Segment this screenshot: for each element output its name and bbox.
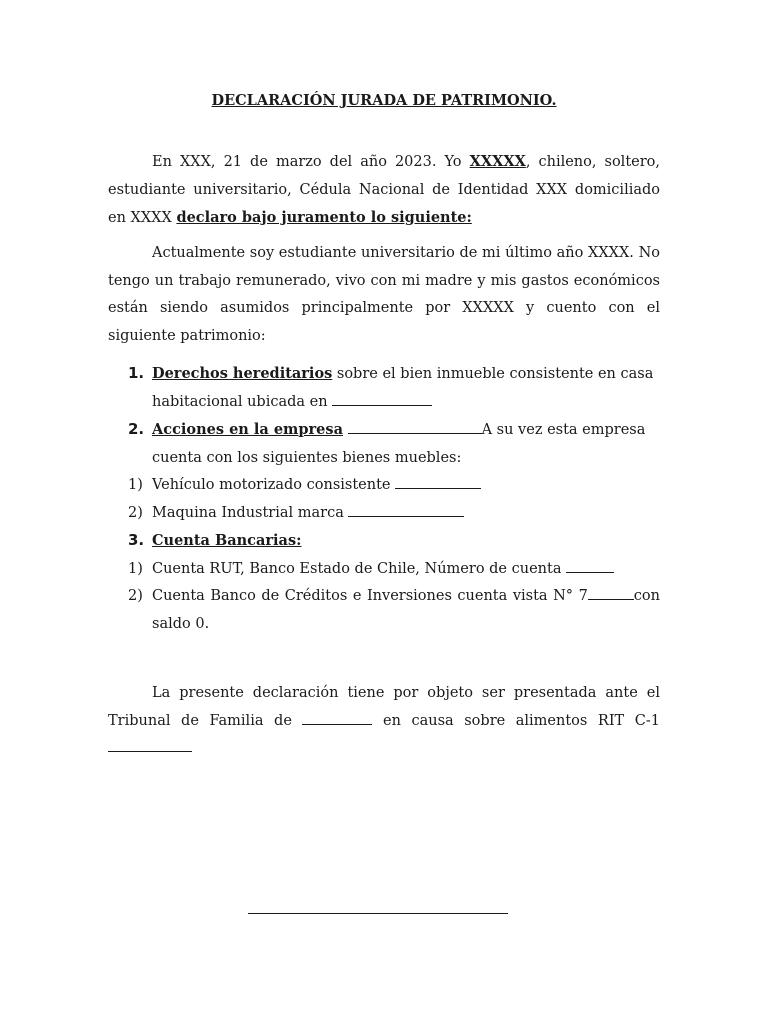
subitem-text: con saldo 0. xyxy=(152,588,660,632)
asset-item-1 xyxy=(128,360,660,416)
blank-line xyxy=(588,585,634,600)
subitem xyxy=(128,583,660,638)
item-number: 3. xyxy=(128,531,145,549)
item-number: 1. xyxy=(128,364,145,382)
subitem xyxy=(128,472,660,500)
item-heading: Acciones en la empresa xyxy=(152,421,343,438)
subitem-number: 2) xyxy=(128,588,143,604)
subitem-number: 1) xyxy=(128,477,143,493)
subitem-text: Vehículo motorizado consistente xyxy=(152,477,396,493)
subitem xyxy=(128,556,660,584)
closing-text-2: en causa sobre alimentos RIT C-1 xyxy=(372,712,660,729)
assets-list xyxy=(128,360,660,638)
blank-line xyxy=(348,502,464,517)
declaration-phrase: declaro bajo juramento lo siguiente: xyxy=(176,209,472,226)
blank-line xyxy=(348,419,482,434)
blank-line xyxy=(566,558,614,573)
signature-line xyxy=(248,913,508,914)
item-heading: Cuenta Bancarias: xyxy=(152,532,302,549)
item-heading: Derechos hereditarios xyxy=(152,365,333,382)
subitem-text: Cuenta RUT, Banco Estado de Chile, Número de cuenta xyxy=(152,560,567,577)
subitem-number: 1) xyxy=(128,560,143,577)
intro-text-2: , chileno, soltero, estudiante universitario, Cédula Nacional de Identidad XXX domiciliado en XXXX xyxy=(108,154,660,226)
blank-line xyxy=(108,737,192,752)
situation-text: Actualmente soy estudiante universitario de mi último año XXXX. No tengo un trabajo remunerado, vivo con mi madre y mis gastos económicos están siendo asumidos principalmente por XXXXX y cuento con el siguiente patrimonio: xyxy=(108,245,660,344)
asset-item-2 xyxy=(128,416,660,527)
blank-line xyxy=(332,391,432,406)
subitem-text: Cuenta Banco de Créditos e Inversiones cuenta vista N° 7 xyxy=(152,588,588,604)
declarant-name: XXXXX xyxy=(469,153,526,170)
situation-paragraph xyxy=(108,240,660,350)
asset-item-3 xyxy=(128,527,660,638)
subitem-number: 2) xyxy=(128,504,143,521)
intro-paragraph xyxy=(108,148,660,233)
closing-text-1: La presente declaración tiene por objeto ser presentada ante el Tribunal de Familia de xyxy=(108,685,660,729)
item-text: A su vez esta empresa cuenta con los siguientes bienes muebles: xyxy=(152,422,646,466)
item-number: 2. xyxy=(128,420,145,438)
item-text: sobre el bien inmueble consistente en casa habitacional ubicada en xyxy=(152,366,654,410)
document-title: DECLARACIÓN JURADA DE PATRIMONIO. xyxy=(211,92,557,109)
subitem-text: Maquina Industrial marca xyxy=(152,504,349,521)
blank-line xyxy=(395,474,481,489)
subitem xyxy=(128,500,660,528)
blank-line xyxy=(302,710,372,725)
intro-text-1: En XXX, 21 de marzo del año 2023. Yo xyxy=(152,154,470,170)
closing-paragraph xyxy=(108,680,660,763)
